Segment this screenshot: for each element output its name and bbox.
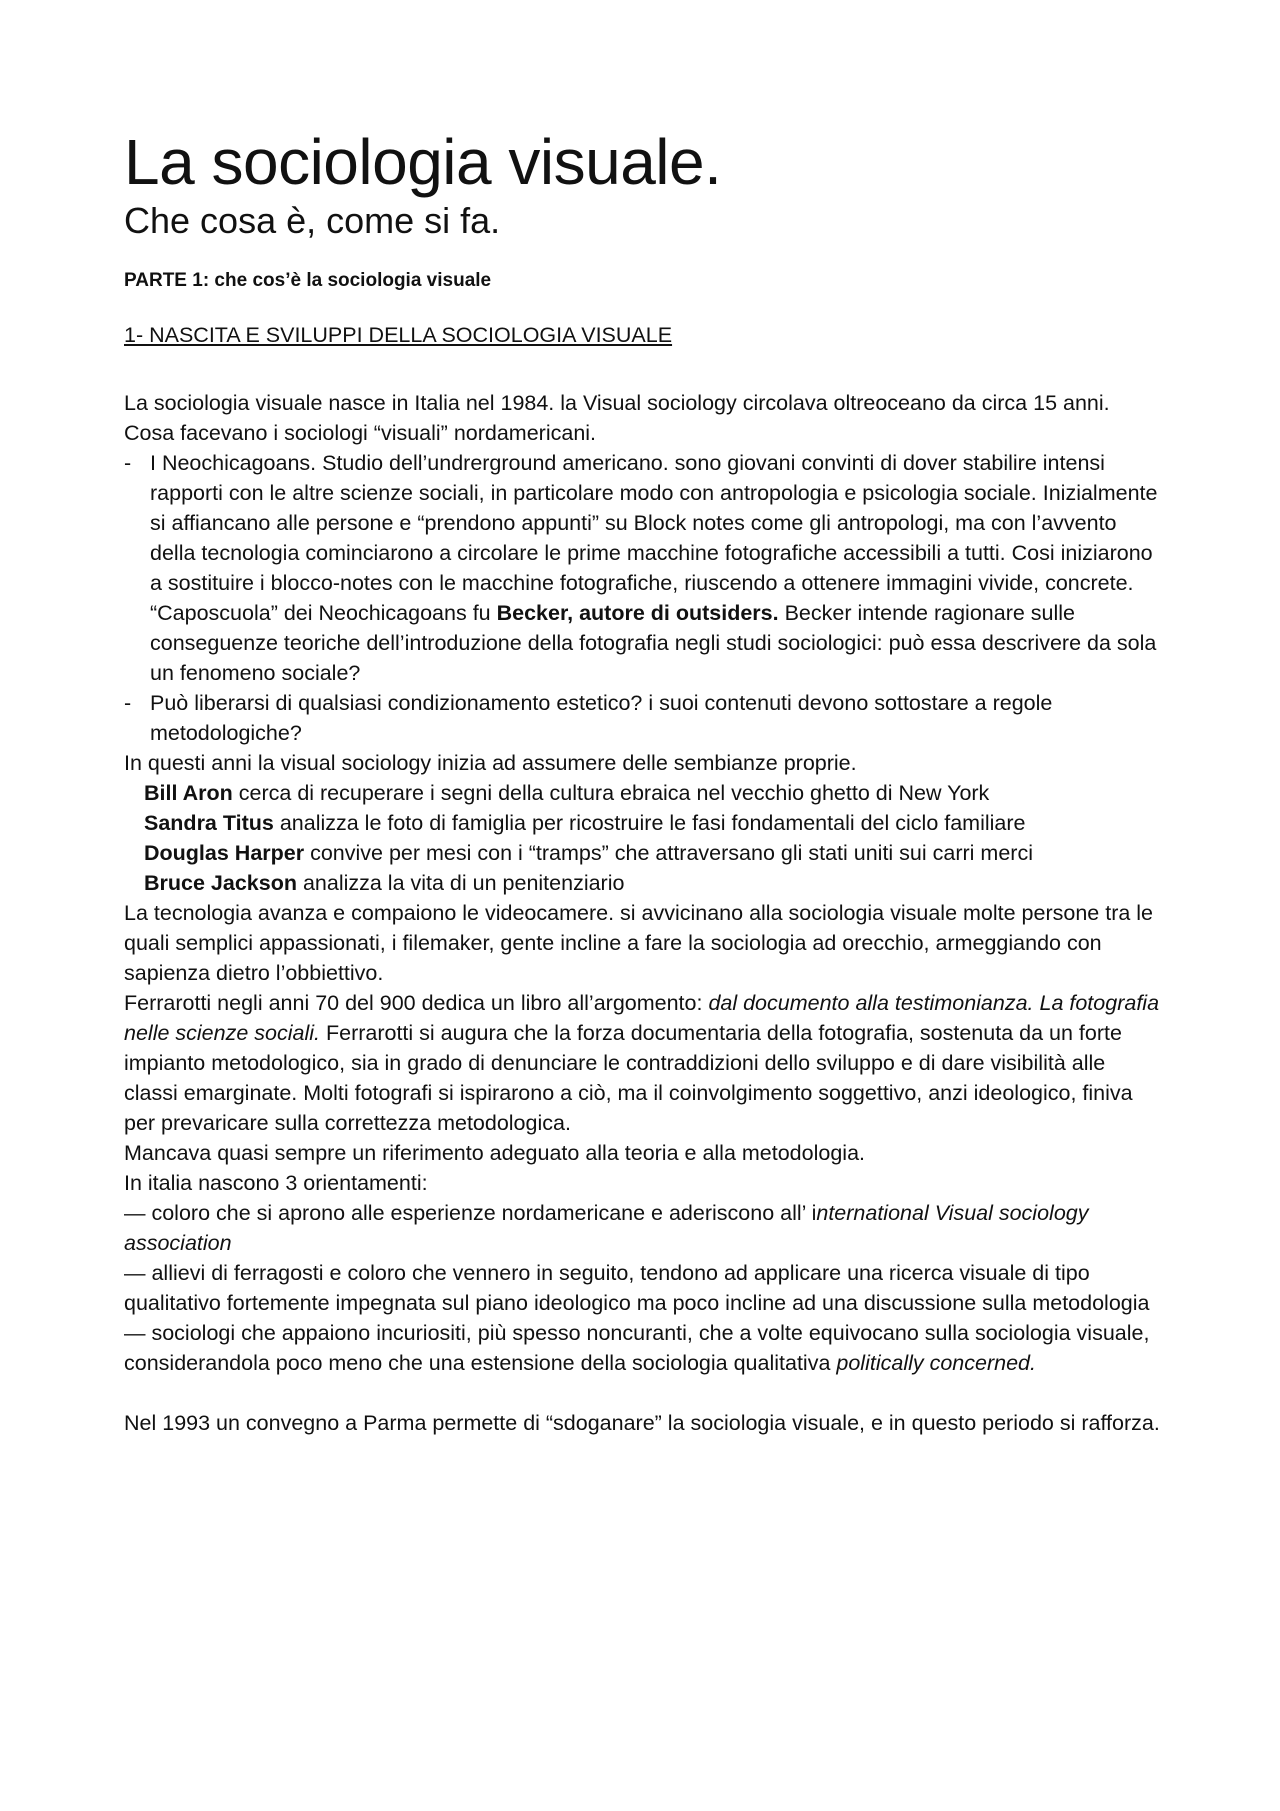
bullet-dash: - [124,691,132,715]
paragraph-lack: Mancava quasi sempre un riferimento adeguato alla teoria e alla metodologia. [124,1141,865,1165]
orientation-text: — sociologi che appaiono incuriositi, più spesso noncuranti, che a volte equivocano sulla sociologia visuale, considerandola poco meno che una estensione della sociologia qualitativa [124,1321,1150,1375]
italic-phrase: politically concerned. [836,1351,1036,1375]
document-body [124,126,1164,1438]
spacer [124,1378,1164,1408]
bullet-text: I Neochicagoans. Studio dell’undrerground americano. sono giovani convinti di dover stabilire intensi rapporti con le altre scienze sociali, in particolare modo con antropologia e psicologia sociale. Inizialmente si affiancano alle persone e “prendono appunti” su Block notes come gli antropologi, ma con l’avvento della tecnologia cominciarono a circolare le prime macchine fotografiche accessibili a tutti. Cosi iniziarono a sostituire i blocco-notes con le macchine fotografiche, riuscendo a ottenere immagini vivide, concrete. “Caposcuola” dei Neochicagoans fu [150,451,1158,625]
entry-aron [124,778,1164,808]
orientation-2: — allievi di ferragosti e coloro che vennero in seguito, tendono ad applicare una ricerca visuale di tipo qualitativo fortemente impegnata sul piano ideologico ma poco incline ad una discussione sulla metodologia [124,1261,1150,1315]
paragraph-origin: La sociologia visuale nasce in Italia nel 1984. la Visual sociology circolava oltreoceano da circa 15 anni. [124,391,1110,415]
part-heading: PARTE 1: che cos’è la sociologia visuale [124,270,492,291]
paragraph-text-cont: Ferrarotti si augura che la forza documentaria della fotografia, sostenuta da un forte impianto metodologico, sia in grado di denunciare le contraddizioni dello sviluppo e di dare visibilità alle classi emarginate. Molti fotografi si ispirarono a ciò, ma il coinvolgimento soggettivo, anzi ideologico, finiva per prevaricare sulla correttezza metodologica. [124,1021,1133,1135]
orientation-3 [124,1318,1164,1378]
entry-text: convive per mesi con i “tramps” che attraversano gli stati uniti sui carri merci [304,841,1033,865]
entry-text: analizza la vita di un penitenziario [296,871,625,895]
orientation-1 [124,1198,1164,1258]
paragraph-question: Cosa facevano i sociologi “visuali” nordamericani. [124,421,597,445]
entry-jackson [124,868,1164,898]
bullet-dash: - [124,451,132,475]
bold-becker: Becker, autore di outsiders. [496,601,779,625]
entry-harper [124,838,1164,868]
paragraph-parma: Nel 1993 un convegno a Parma permette di “sdoganare” la sociologia visuale, e in questo periodo si rafforza. [124,1411,1160,1435]
bullet-text: Può liberarsi di qualsiasi condizionamento estetico? i suoi contenuti devono sottostare a regole metodologiche? [150,691,1053,745]
entry-text: cerca di recuperare i segni della cultura ebraica nel vecchio ghetto di New York [232,781,990,805]
name-aron: Bill Aron [144,781,233,805]
bullet-text-cont: Becker intende ragionare sulle conseguenze teoriche dell’introduzione della fotografia negli studi sociologici: può essa descrivere da sola un fenomeno sociale? [150,601,1157,685]
paragraph-ferrarotti [124,988,1164,1138]
orientation-text: — coloro che si aprono alle esperienze nordamericane e aderiscono all’ i [124,1201,817,1225]
paragraph-years: In questi anni la visual sociology inizia ad assumere delle sembianze proprie. [124,751,857,775]
name-titus: Sandra Titus [144,811,274,835]
paragraph-orientations: In italia nascono 3 orientamenti: [124,1171,428,1195]
name-jackson: Bruce Jackson [144,871,297,895]
document-title: La sociologia visuale. [124,126,722,198]
document-subtitle: Che cosa è, come si fa. [124,200,501,241]
name-harper: Douglas Harper [144,841,305,865]
entry-titus [124,808,1164,838]
paragraph-text: Ferrarotti negli anni 70 del 900 dedica un libro all’argomento: [124,991,709,1015]
book-title: dal documento alla testimonianza. La fotografia nelle scienze sociali. [124,991,1160,1045]
paragraph-technology: La tecnologia avanza e compaiono le videocamere. si avvicinano alla sociologia visuale molte persone tra le quali semplici appassionati, i filemaker, gente incline a fare la sociologia ad orecchio, armeggiando con sapienza dietro l’obbiettivo. [124,901,1154,985]
entry-text: analizza le foto di famiglia per ricostruire le fasi fondamentali del ciclo familiare [273,811,1026,835]
bullet-neochicagoans [124,448,1164,688]
bullet-question [124,688,1164,748]
section-heading: 1- NASCITA E SVILUPPI DELLA SOCIOLOGIA VISUALE [124,323,673,347]
association-name: nternational Visual sociology association [124,1201,1089,1255]
